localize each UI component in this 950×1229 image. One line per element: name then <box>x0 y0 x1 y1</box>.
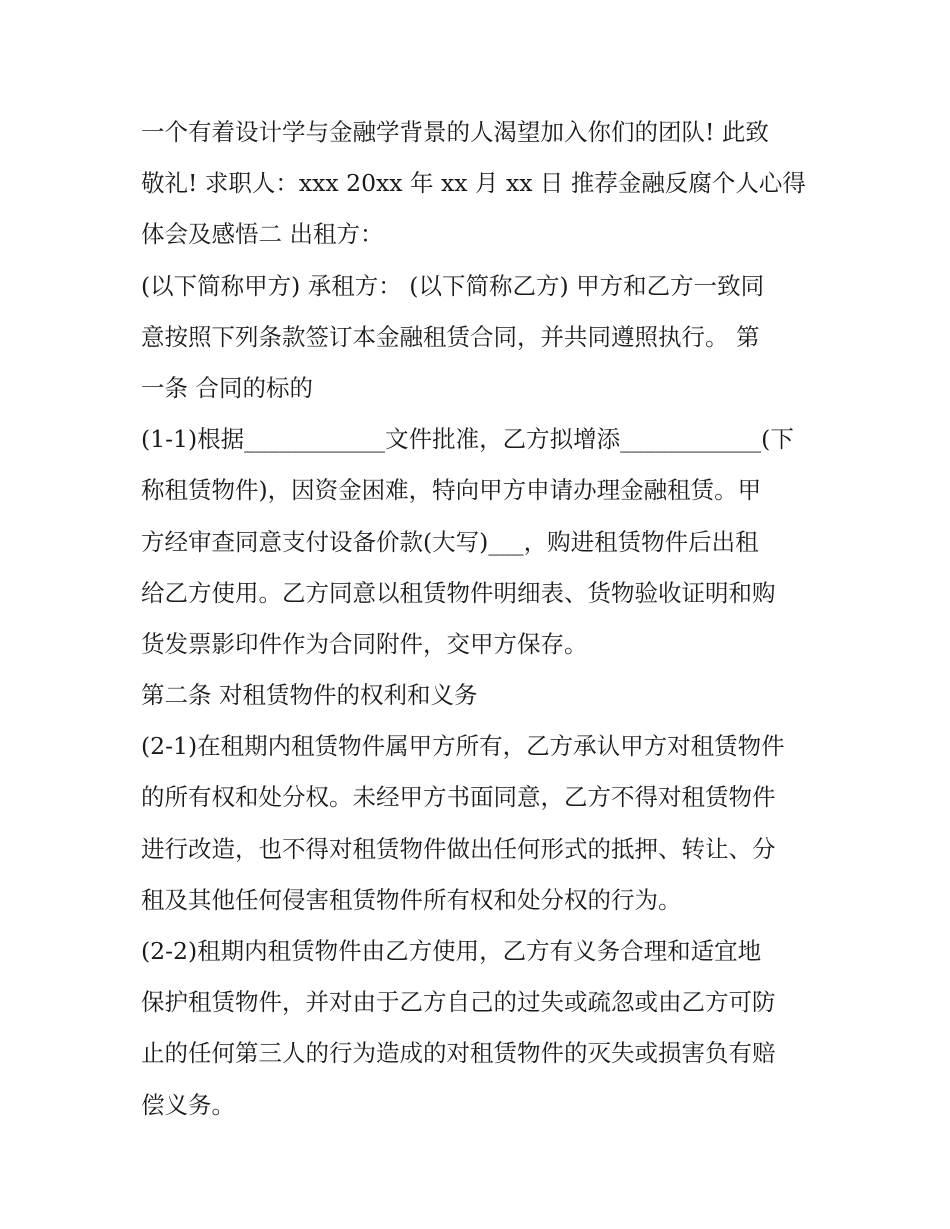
text-line: 体会及感悟二 出租方： <box>141 220 384 249</box>
text-line: (2-2)租期内租赁物件由乙方使用，乙方有义务合理和适宜地 <box>141 937 762 965</box>
text-line: (以下简称甲方) 承租方： (以下简称乙方) 甲方和乙方一致同 <box>141 271 765 300</box>
text-line: 货发票影印件作为合同附件，交甲方保存。 <box>141 629 588 658</box>
text-line: 给乙方使用。乙方同意以租赁物件明细表、货物验收证明和购 <box>141 578 776 607</box>
text-line: 称租赁物件)，因资金困难，特向甲方申请办理金融租赁。甲 <box>141 476 762 505</box>
text-line: (1-1)根据____________文件批准，乙方拟增添____________(下 <box>141 425 794 454</box>
text-line: 进行改造，也不得对租赁物件做出任何形式的抵押、转让、分 <box>141 834 776 863</box>
text-line: 偿义务。 <box>141 1090 235 1119</box>
text-line: 意按照下列条款签订本金融租赁合同，并共同遵照执行。 第 <box>141 322 760 351</box>
text-line: 方经审查同意支付设备价款(大写)___，购进租赁物件后出租 <box>141 527 759 556</box>
text-line: 一条 合同的标的 <box>141 373 313 402</box>
text-line: (2-1)在租期内租赁物件属甲方所有，乙方承认甲方对租赁物件 <box>141 732 785 761</box>
text-line: 租及其他任何侵害租赁物件所有权和处分权的行为。 <box>141 885 682 914</box>
text-line: 止的任何第三人的行为造成的对租赁物件的灭失或损害负有赔 <box>141 1039 776 1068</box>
text-line: 第二条 对租赁物件的权利和义务 <box>141 681 478 710</box>
text-line: 敬礼! 求职人：xxx 20xx 年 xx 月 xx 日 推荐金融反腐个人心得 <box>141 169 806 198</box>
text-line: 一个有着设计学与金融学背景的人渴望加入你们的团队! 此致 <box>141 118 769 146</box>
text-line: 保护租赁物件，并对由于乙方自己的过失或疏忽或由乙方可防 <box>141 988 776 1017</box>
document-body <box>141 107 821 1131</box>
text-line: 的所有权和处分权。未经甲方书面同意，乙方不得对租赁物件 <box>141 783 776 812</box>
